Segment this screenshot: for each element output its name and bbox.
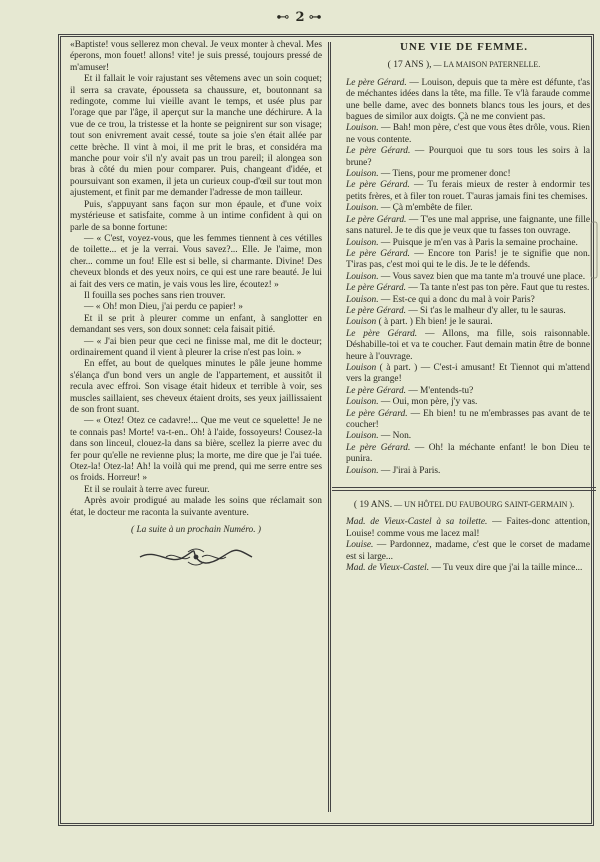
article-title: UNE VIE DE FEMME. bbox=[399, 41, 529, 53]
paragraph: Et il fallait le voir rajustant ses vêtemens avec un soin coquet; il serra sa cravate, épousseta sa chaussure, et, boutonnant sa redingote, comme lui vieille avant le temps, et usée plus par l'orage que par l'âge, il aperçut sur la manche une déchirure. A la vue de ce trou, la tristesse et la honte se peignirent sur son visage; tout son enivrement avait cessé, toute sa joie s'en était allée par cette brèche. Il vint à moi, il me prit le bras, et considéra ma manche pour voir s'il n'y avait pas un trou pareil; il alongea son bras à côté du mien pour comparer. Puis, changeant d'idée, et poursuivant son examen, il jeta un curieux coup-d'œil sur tout mon ajustement, et finit par me demander l'adresse de mon tailleur. bbox=[70, 74, 322, 199]
header-ornament-left: ⊷ bbox=[276, 10, 292, 25]
dialogue-line: Le père Gérard. — Eh bien! tu ne m'embrasses pas avant de te coucher! bbox=[346, 408, 590, 430]
paragraph: Il fouilla ses poches sans rien trouver. bbox=[84, 290, 226, 301]
dialogue-line: Le père Gérard. — Pourquoi que tu sors tous les soirs à la brune? bbox=[346, 146, 590, 168]
dialogue-line: Le père Gérard. — Ta tante n'est pas ton père. Faut que tu restes. bbox=[346, 283, 590, 294]
dialogue-line: Mad. de Vieux-Castel à sa toilette. — Faites-donc attention, Louise! comme vous me lacez mal! bbox=[346, 517, 590, 539]
paragraph: — « C'est, voyez-vous, que les femmes tiennent à ces vétilles de toilette... et je la verrai. Vous savez?... Elle. Je l'aime, mon cher... comme un fou! Elle est si belle, si charmante. Divine! Des cheveux blonds et des yeux noirs, ce qui est une rare beauté. Je lui ai fait des vers ce matin, je vais vous les lire, écoutez! » bbox=[70, 233, 322, 290]
dialogue-line: Louison. — Vous savez bien que ma tante m'a trouvé une place. bbox=[346, 271, 586, 282]
dialogue-line: Louison. — Bah! mon père, c'est que vous êtes drôle, vous. Rien ne vous contente. bbox=[346, 123, 590, 145]
dialogue-line: Louison. — Non. bbox=[346, 431, 412, 442]
page-header bbox=[0, 10, 600, 30]
library-stamp-icon bbox=[590, 220, 598, 280]
dialogue-line: Le père Gérard. — Encore ton Paris! je te signifie que non. T'iras pas, c'est moi qui te le dis. Je te le défends. bbox=[346, 248, 590, 271]
paragraph: — « Otez! Otez ce cadavre!... Que me veut ce squelette! Je ne te connais pas! Morte! va-t-en.. Oh! à l'aide, fossoyeurs! Cousez-la dans son linceul, clouez-la dans sa bière, scellez la pierre avec du fer pour qu'elle ne revienne plus; la morte, me dire que je l'ai tuée. Otez-la! Otez-la! Ah! la voilà qui me prend, qui me serre entre ses os froids. Horreur! » bbox=[70, 416, 322, 484]
paragraph: «Baptiste! vous sellerez mon cheval. Je veux monter à cheval. Mes éperons, mon fouet! allons! vite! je suis pressé, toujours pressé de m'amuser! bbox=[70, 40, 322, 73]
dialogue-line: Louison. — Çà m'embête de filer. bbox=[346, 203, 473, 214]
dialogue-line: Le père Gérard. — T'es une mal apprise, une faignante, une fille sans naturel. Je te dis que je veux que tu fasses ton ouvrage. bbox=[346, 214, 590, 237]
dialogue-line: Louison. — J'irai à Paris. bbox=[346, 465, 441, 476]
paragraph: — « Oh! mon Dieu, j'ai perdu ce papier! » bbox=[84, 302, 243, 313]
paragraph: Puis, s'appuyant sans façon sur mon épaule, et d'une voix mystérieuse et satisfaite, comme à un intime confident à qui on parle de sa bonne fortune: bbox=[70, 199, 322, 233]
dialogue-line: Louise. — Pardonnez, madame, c'est que le corset de madame est si large... bbox=[346, 540, 590, 562]
dialogue-line: Mad. de Vieux-Castel. — Tu veux dire que j'ai la taille mince... bbox=[346, 563, 583, 574]
page-number: 2 bbox=[295, 10, 305, 25]
section-heading: ( 19 ANS. — UN HÔTEL DU FAUBOURG SAINT-GERMAIN ). bbox=[353, 500, 575, 511]
dialogue-line: Le père Gérard. — Si t'as le malheur d'y aller, tu le sauras. bbox=[346, 305, 566, 316]
dialogue-line: Louison. — Puisque je m'en vas à Paris la semaine prochaine. bbox=[346, 237, 578, 248]
paragraph: — « J'ai bien peur que ceci ne finisse mal, me dit le docteur; ordinairement quand il vient à pleurer la crise n'est pas loin. » bbox=[70, 336, 322, 358]
flourish-ornament-icon bbox=[136, 546, 256, 568]
header-ornament-right: ⊶ bbox=[308, 10, 324, 25]
right-column bbox=[338, 40, 590, 574]
dialogue-line: Louison. — Tiens, pour me promener donc! bbox=[346, 169, 511, 180]
dialogue-line: Louison ( à part. ) — C'est-i amusant! Et Tiennot qui m'attend vers la grange! bbox=[346, 362, 590, 385]
paragraph: Et il se prit à pleurer comme un enfant, à sanglotter en demandant ses vers, son doux sonnet: cela faisait pitié. bbox=[70, 313, 322, 336]
paragraph: Et il se roulait à terre avec fureur. bbox=[84, 484, 210, 495]
dialogue-line: Le père Gérard. — Oh! la méchante enfant! le bon Dieu te punira. bbox=[346, 442, 590, 465]
paragraph: En effet, au bout de quelques minutes le pâle jeune homme s'élança d'un bond vers un angle de l'appartement, et aussitôt il recula avec effroi. Son visage était hideux et terrible à voir, ses muscles saillaient, ses cheveux étaient droits, ses yeux jaillissaient de son front suant. bbox=[70, 359, 322, 415]
section-divider bbox=[332, 487, 596, 491]
dialogue-line: Le père Gérard. — Tu ferais mieux de rester à endormir tes petits frères, et à filer ton rouet. T'auras jamais fini tes chemises. bbox=[346, 180, 590, 202]
dialogue-line: Le père Gérard. — M'entends-tu? bbox=[346, 385, 474, 396]
continuation-note: ( La suite à un prochain Numéro. ) bbox=[130, 525, 262, 536]
section-heading: ( 17 ANS ), — LA MAISON PATERNELLE. bbox=[387, 60, 541, 71]
left-column bbox=[70, 40, 322, 568]
dialogue-line: Louison. — Oui, mon père, j'y vas. bbox=[346, 397, 478, 408]
dialogue-line: Louison. — Est-ce qui a donc du mal à voir Paris? bbox=[346, 294, 535, 305]
column-divider bbox=[328, 42, 331, 812]
dialogue-line: Louison ( à part. ) Eh bien! je le saurai. bbox=[346, 317, 493, 328]
paragraph: Après avoir prodigué au malade les soins que réclamait son état, le docteur me raconta la suivante aventure. bbox=[70, 496, 322, 518]
dialogue-line: Le père Gérard. — Louison, depuis que ta mère est défunte, t'as de méchantes idées dans la tête, ma fille. Te v'là faraude comme une belle dame, avec des bonnets blancs tous les jours, et des bagues de similor aux doigts. Çà ne me convient pas. bbox=[346, 77, 590, 123]
dialogue-line: Le père Gérard. — Allons, ma fille, sois raisonnable. Déshabille-toi et va te coucher. Faut demain matin être de bonne heure à l'ouvrage. bbox=[346, 328, 590, 362]
